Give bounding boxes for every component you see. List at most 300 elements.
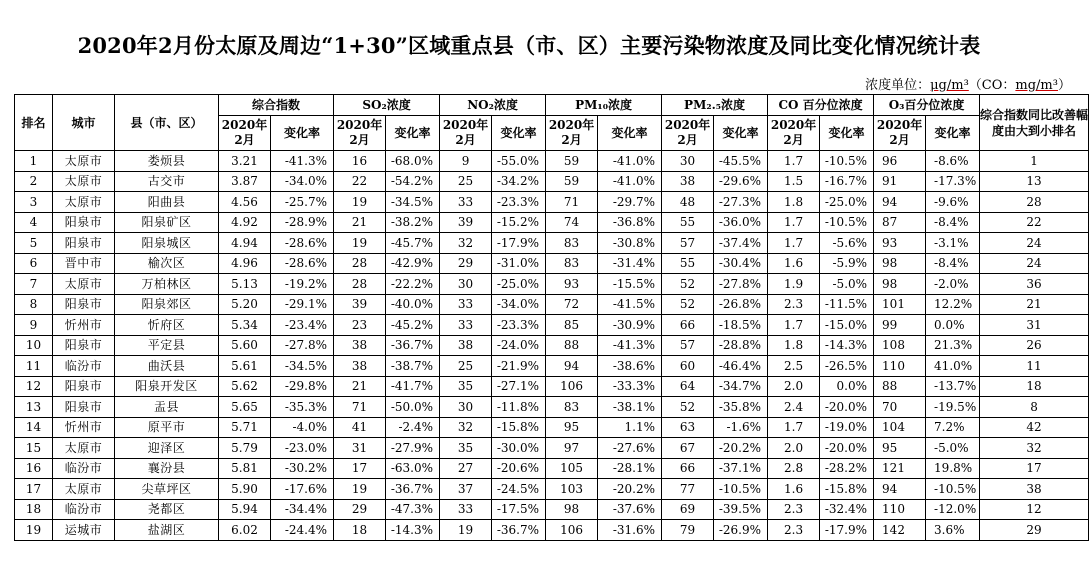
cell-county: 尧都区 bbox=[115, 499, 219, 520]
cell-city: 阳泉市 bbox=[53, 397, 115, 418]
cell-pm25-change: -29.6% bbox=[714, 171, 768, 192]
cell-rank: 16 bbox=[15, 458, 53, 479]
cell-composite: 5.13 bbox=[219, 274, 271, 295]
cell-co: 1.7 bbox=[768, 151, 820, 172]
cell-pm25-change: -27.3% bbox=[714, 192, 768, 213]
unit-mgm3: mg/m³ bbox=[1015, 78, 1058, 93]
cell-so2: 16 bbox=[334, 151, 386, 172]
cell-pm25-change: -1.6% bbox=[714, 417, 768, 438]
cell-county: 万柏林区 bbox=[115, 274, 219, 295]
cell-composite-change: -28.6% bbox=[271, 233, 334, 254]
cell-so2-change: -38.2% bbox=[386, 212, 440, 233]
cell-no2-change: -15.2% bbox=[492, 212, 546, 233]
cell-co: 2.0 bbox=[768, 376, 820, 397]
cell-composite: 4.96 bbox=[219, 253, 271, 274]
cell-pm25-change: -10.5% bbox=[714, 479, 768, 500]
cell-rank: 15 bbox=[15, 438, 53, 459]
cell-o3: 121 bbox=[874, 458, 926, 479]
cell-city: 临汾市 bbox=[53, 458, 115, 479]
cell-pm10-change: -38.6% bbox=[598, 356, 662, 377]
cell-no2-change: -15.8% bbox=[492, 417, 546, 438]
header-rank: 排名 bbox=[15, 95, 53, 151]
cell-no2: 29 bbox=[440, 253, 492, 274]
cell-pm10-change: -37.6% bbox=[598, 499, 662, 520]
cell-composite: 5.20 bbox=[219, 294, 271, 315]
cell-so2: 22 bbox=[334, 171, 386, 192]
cell-o3-change: -8.4% bbox=[926, 253, 980, 274]
cell-pm10: 103 bbox=[546, 479, 598, 500]
cell-composite: 5.90 bbox=[219, 479, 271, 500]
subheader-period: 2020年2月 bbox=[440, 116, 492, 151]
cell-rank: 6 bbox=[15, 253, 53, 274]
cell-pm25-change: -26.8% bbox=[714, 294, 768, 315]
cell-no2-change: -11.8% bbox=[492, 397, 546, 418]
cell-city: 太原市 bbox=[53, 151, 115, 172]
cell-composite-change: -34.0% bbox=[271, 171, 334, 192]
cell-rank-change: 12 bbox=[980, 499, 1089, 520]
cell-rank-change: 24 bbox=[980, 233, 1089, 254]
cell-composite-change: -24.4% bbox=[271, 520, 334, 541]
header-pm25: PM₂.₅浓度 bbox=[662, 95, 768, 116]
cell-composite-change: -35.3% bbox=[271, 397, 334, 418]
cell-no2: 33 bbox=[440, 315, 492, 336]
cell-co-change: -14.3% bbox=[820, 335, 874, 356]
cell-rank-change: 21 bbox=[980, 294, 1089, 315]
cell-o3-change: 3.6% bbox=[926, 520, 980, 541]
cell-composite: 3.87 bbox=[219, 171, 271, 192]
cell-pm25-change: -37.4% bbox=[714, 233, 768, 254]
cell-co-change: -11.5% bbox=[820, 294, 874, 315]
cell-city: 临汾市 bbox=[53, 356, 115, 377]
cell-o3-change: 41.0% bbox=[926, 356, 980, 377]
cell-county: 平定县 bbox=[115, 335, 219, 356]
cell-so2-change: -40.0% bbox=[386, 294, 440, 315]
cell-o3-change: -12.0% bbox=[926, 499, 980, 520]
cell-pm10: 71 bbox=[546, 192, 598, 213]
cell-so2: 21 bbox=[334, 376, 386, 397]
header-no2: NO₂浓度 bbox=[440, 95, 546, 116]
cell-county: 盂县 bbox=[115, 397, 219, 418]
cell-co: 2.0 bbox=[768, 438, 820, 459]
table-row bbox=[15, 397, 1089, 418]
cell-county: 古交市 bbox=[115, 171, 219, 192]
subheader-change: 变化率 bbox=[926, 116, 980, 151]
cell-pm10: 93 bbox=[546, 274, 598, 295]
subheader-period: 2020年2月 bbox=[219, 116, 271, 151]
cell-so2-change: -45.7% bbox=[386, 233, 440, 254]
cell-composite: 6.02 bbox=[219, 520, 271, 541]
cell-pm25: 52 bbox=[662, 294, 714, 315]
cell-composite: 4.56 bbox=[219, 192, 271, 213]
cell-pm10-change: -41.3% bbox=[598, 335, 662, 356]
cell-city: 太原市 bbox=[53, 192, 115, 213]
table-row bbox=[15, 151, 1089, 172]
cell-composite-change: -30.2% bbox=[271, 458, 334, 479]
cell-so2: 21 bbox=[334, 212, 386, 233]
cell-county: 迎泽区 bbox=[115, 438, 219, 459]
cell-so2-change: -36.7% bbox=[386, 335, 440, 356]
cell-o3: 94 bbox=[874, 479, 926, 500]
cell-co-change: -28.2% bbox=[820, 458, 874, 479]
cell-no2: 39 bbox=[440, 212, 492, 233]
cell-co-change: -15.0% bbox=[820, 315, 874, 336]
cell-so2: 38 bbox=[334, 335, 386, 356]
cell-so2-change: -47.3% bbox=[386, 499, 440, 520]
cell-o3: 108 bbox=[874, 335, 926, 356]
cell-co: 2.3 bbox=[768, 499, 820, 520]
cell-composite-change: -29.8% bbox=[271, 376, 334, 397]
table-row bbox=[15, 417, 1089, 438]
cell-pm25: 63 bbox=[662, 417, 714, 438]
cell-composite: 5.61 bbox=[219, 356, 271, 377]
cell-o3: 101 bbox=[874, 294, 926, 315]
cell-composite: 5.34 bbox=[219, 315, 271, 336]
cell-co-change: -10.5% bbox=[820, 151, 874, 172]
cell-so2: 31 bbox=[334, 438, 386, 459]
cell-city: 阳泉市 bbox=[53, 212, 115, 233]
cell-o3-change: 21.3% bbox=[926, 335, 980, 356]
cell-composite: 5.60 bbox=[219, 335, 271, 356]
cell-co: 1.8 bbox=[768, 335, 820, 356]
cell-o3: 70 bbox=[874, 397, 926, 418]
unit-prefix: 浓度单位： bbox=[865, 78, 931, 93]
cell-no2-change: -34.0% bbox=[492, 294, 546, 315]
cell-pm10-change: -20.2% bbox=[598, 479, 662, 500]
cell-pm25-change: -27.8% bbox=[714, 274, 768, 295]
cell-pm10-change: -36.8% bbox=[598, 212, 662, 233]
cell-pm10: 88 bbox=[546, 335, 598, 356]
cell-city: 太原市 bbox=[53, 438, 115, 459]
cell-city: 太原市 bbox=[53, 479, 115, 500]
cell-o3: 99 bbox=[874, 315, 926, 336]
cell-composite-change: -17.6% bbox=[271, 479, 334, 500]
cell-pm10: 106 bbox=[546, 376, 598, 397]
cell-no2-change: -27.1% bbox=[492, 376, 546, 397]
cell-city: 运城市 bbox=[53, 520, 115, 541]
header-composite: 综合指数 bbox=[219, 95, 334, 116]
cell-o3-change: 12.2% bbox=[926, 294, 980, 315]
table-row bbox=[15, 520, 1089, 541]
cell-co: 1.5 bbox=[768, 171, 820, 192]
cell-no2: 38 bbox=[440, 335, 492, 356]
cell-pm25-change: -20.2% bbox=[714, 438, 768, 459]
subheader-change: 变化率 bbox=[714, 116, 768, 151]
cell-pm25: 55 bbox=[662, 253, 714, 274]
cell-pm10-change: -31.6% bbox=[598, 520, 662, 541]
cell-composite: 5.81 bbox=[219, 458, 271, 479]
cell-city: 阳泉市 bbox=[53, 233, 115, 254]
cell-county: 忻府区 bbox=[115, 315, 219, 336]
cell-pm10-change: -27.6% bbox=[598, 438, 662, 459]
cell-composite: 5.94 bbox=[219, 499, 271, 520]
unit-note bbox=[865, 74, 1071, 93]
cell-pm25: 67 bbox=[662, 438, 714, 459]
cell-rank: 10 bbox=[15, 335, 53, 356]
cell-rank: 5 bbox=[15, 233, 53, 254]
table-row bbox=[15, 438, 1089, 459]
cell-so2-change: -2.4% bbox=[386, 417, 440, 438]
cell-o3: 96 bbox=[874, 151, 926, 172]
cell-o3: 88 bbox=[874, 376, 926, 397]
subheader-period: 2020年2月 bbox=[334, 116, 386, 151]
cell-o3: 110 bbox=[874, 499, 926, 520]
cell-composite-change: -27.8% bbox=[271, 335, 334, 356]
cell-pm10: 59 bbox=[546, 151, 598, 172]
cell-no2-change: -23.3% bbox=[492, 315, 546, 336]
cell-co: 1.6 bbox=[768, 253, 820, 274]
header-co: CO 百分位浓度 bbox=[768, 95, 874, 116]
cell-county: 尖草坪区 bbox=[115, 479, 219, 500]
cell-rank-change: 29 bbox=[980, 520, 1089, 541]
table-row bbox=[15, 335, 1089, 356]
cell-composite: 4.92 bbox=[219, 212, 271, 233]
cell-composite: 5.79 bbox=[219, 438, 271, 459]
cell-pm10: 98 bbox=[546, 499, 598, 520]
cell-co: 1.6 bbox=[768, 479, 820, 500]
cell-no2: 35 bbox=[440, 376, 492, 397]
cell-o3: 87 bbox=[874, 212, 926, 233]
table-row bbox=[15, 458, 1089, 479]
cell-o3-change: -10.5% bbox=[926, 479, 980, 500]
cell-rank-change: 22 bbox=[980, 212, 1089, 233]
cell-pm25: 60 bbox=[662, 356, 714, 377]
cell-o3: 104 bbox=[874, 417, 926, 438]
cell-rank: 1 bbox=[15, 151, 53, 172]
cell-pm10: 95 bbox=[546, 417, 598, 438]
cell-no2: 32 bbox=[440, 417, 492, 438]
cell-co: 1.7 bbox=[768, 212, 820, 233]
cell-county: 阳泉郊区 bbox=[115, 294, 219, 315]
cell-pm10: 83 bbox=[546, 253, 598, 274]
cell-pm10: 83 bbox=[546, 233, 598, 254]
cell-rank-change: 26 bbox=[980, 335, 1089, 356]
cell-rank-change: 8 bbox=[980, 397, 1089, 418]
cell-composite: 5.71 bbox=[219, 417, 271, 438]
cell-co: 1.8 bbox=[768, 192, 820, 213]
cell-no2-change: -17.9% bbox=[492, 233, 546, 254]
cell-pm25: 69 bbox=[662, 499, 714, 520]
cell-pm10: 97 bbox=[546, 438, 598, 459]
cell-co-change: -32.4% bbox=[820, 499, 874, 520]
cell-rank: 3 bbox=[15, 192, 53, 213]
cell-so2: 19 bbox=[334, 479, 386, 500]
cell-pm10: 83 bbox=[546, 397, 598, 418]
cell-no2: 32 bbox=[440, 233, 492, 254]
cell-o3: 91 bbox=[874, 171, 926, 192]
cell-pm10-change: -28.1% bbox=[598, 458, 662, 479]
cell-no2: 25 bbox=[440, 356, 492, 377]
cell-co: 1.9 bbox=[768, 274, 820, 295]
cell-rank: 7 bbox=[15, 274, 53, 295]
cell-composite: 4.94 bbox=[219, 233, 271, 254]
cell-composite-change: -25.7% bbox=[271, 192, 334, 213]
cell-county: 阳泉矿区 bbox=[115, 212, 219, 233]
cell-pm25-change: -34.7% bbox=[714, 376, 768, 397]
cell-co-change: -16.7% bbox=[820, 171, 874, 192]
cell-pm10-change: -29.7% bbox=[598, 192, 662, 213]
cell-rank: 13 bbox=[15, 397, 53, 418]
cell-pm10-change: 1.1% bbox=[598, 417, 662, 438]
subheader-change: 变化率 bbox=[492, 116, 546, 151]
cell-rank: 18 bbox=[15, 499, 53, 520]
cell-city: 太原市 bbox=[53, 274, 115, 295]
cell-no2-change: -24.0% bbox=[492, 335, 546, 356]
cell-so2-change: -50.0% bbox=[386, 397, 440, 418]
cell-pm10-change: -41.0% bbox=[598, 151, 662, 172]
cell-rank-change: 31 bbox=[980, 315, 1089, 336]
cell-no2-change: -23.3% bbox=[492, 192, 546, 213]
cell-city: 太原市 bbox=[53, 171, 115, 192]
cell-pm10-change: -30.9% bbox=[598, 315, 662, 336]
cell-composite-change: -41.3% bbox=[271, 151, 334, 172]
cell-rank-change: 1 bbox=[980, 151, 1089, 172]
cell-rank: 8 bbox=[15, 294, 53, 315]
cell-rank-change: 13 bbox=[980, 171, 1089, 192]
cell-o3-change: -19.5% bbox=[926, 397, 980, 418]
cell-rank-change: 11 bbox=[980, 356, 1089, 377]
cell-co: 1.7 bbox=[768, 233, 820, 254]
cell-pm10: 105 bbox=[546, 458, 598, 479]
cell-pm10-change: -33.3% bbox=[598, 376, 662, 397]
cell-so2-change: -14.3% bbox=[386, 520, 440, 541]
cell-co-change: -5.6% bbox=[820, 233, 874, 254]
cell-rank-change: 24 bbox=[980, 253, 1089, 274]
cell-o3: 110 bbox=[874, 356, 926, 377]
header-pm10: PM₁₀浓度 bbox=[546, 95, 662, 116]
cell-so2-change: -22.2% bbox=[386, 274, 440, 295]
cell-composite-change: -34.5% bbox=[271, 356, 334, 377]
cell-co-change: -17.9% bbox=[820, 520, 874, 541]
pollution-stats-table bbox=[14, 94, 1089, 541]
header-so2: SO₂浓度 bbox=[334, 95, 440, 116]
table-row bbox=[15, 233, 1089, 254]
cell-o3-change: 7.2% bbox=[926, 417, 980, 438]
cell-city: 阳泉市 bbox=[53, 335, 115, 356]
cell-rank: 17 bbox=[15, 479, 53, 500]
table-row bbox=[15, 171, 1089, 192]
cell-no2: 33 bbox=[440, 294, 492, 315]
cell-pm25: 52 bbox=[662, 397, 714, 418]
cell-pm25: 30 bbox=[662, 151, 714, 172]
cell-no2: 25 bbox=[440, 171, 492, 192]
cell-county: 阳泉城区 bbox=[115, 233, 219, 254]
cell-co-change: -5.0% bbox=[820, 274, 874, 295]
table-row bbox=[15, 294, 1089, 315]
cell-pm25: 66 bbox=[662, 315, 714, 336]
cell-co-change: -5.9% bbox=[820, 253, 874, 274]
subheader-change: 变化率 bbox=[271, 116, 334, 151]
cell-o3-change: 19.8% bbox=[926, 458, 980, 479]
cell-rank: 19 bbox=[15, 520, 53, 541]
cell-rank: 12 bbox=[15, 376, 53, 397]
cell-co-change: 0.0% bbox=[820, 376, 874, 397]
cell-pm25: 57 bbox=[662, 233, 714, 254]
cell-co-change: -20.0% bbox=[820, 397, 874, 418]
subheader-change: 变化率 bbox=[820, 116, 874, 151]
table-row bbox=[15, 192, 1089, 213]
cell-so2: 71 bbox=[334, 397, 386, 418]
cell-o3-change: -3.1% bbox=[926, 233, 980, 254]
table-row bbox=[15, 499, 1089, 520]
cell-rank-change: 36 bbox=[980, 274, 1089, 295]
cell-co: 2.3 bbox=[768, 294, 820, 315]
cell-county: 襄汾县 bbox=[115, 458, 219, 479]
cell-rank: 11 bbox=[15, 356, 53, 377]
cell-so2-change: -54.2% bbox=[386, 171, 440, 192]
subheader-period: 2020年2月 bbox=[768, 116, 820, 151]
cell-composite-change: -28.9% bbox=[271, 212, 334, 233]
cell-no2-change: -36.7% bbox=[492, 520, 546, 541]
subheader-period: 2020年2月 bbox=[874, 116, 926, 151]
table-body bbox=[15, 151, 1089, 541]
cell-so2: 38 bbox=[334, 356, 386, 377]
cell-composite-change: -23.0% bbox=[271, 438, 334, 459]
cell-rank-change: 17 bbox=[980, 458, 1089, 479]
cell-so2-change: -42.9% bbox=[386, 253, 440, 274]
cell-pm25: 79 bbox=[662, 520, 714, 541]
cell-no2: 9 bbox=[440, 151, 492, 172]
cell-so2: 29 bbox=[334, 499, 386, 520]
cell-pm25: 48 bbox=[662, 192, 714, 213]
cell-so2-change: -68.0% bbox=[386, 151, 440, 172]
unit-suffix: ） bbox=[1057, 78, 1071, 93]
cell-o3-change: -9.6% bbox=[926, 192, 980, 213]
cell-pm10-change: -15.5% bbox=[598, 274, 662, 295]
cell-pm25: 52 bbox=[662, 274, 714, 295]
cell-no2-change: -31.0% bbox=[492, 253, 546, 274]
cell-so2: 23 bbox=[334, 315, 386, 336]
cell-city: 晋中市 bbox=[53, 253, 115, 274]
cell-co-change: -19.0% bbox=[820, 417, 874, 438]
cell-so2-change: -63.0% bbox=[386, 458, 440, 479]
cell-co-change: -20.0% bbox=[820, 438, 874, 459]
cell-no2-change: -25.0% bbox=[492, 274, 546, 295]
cell-co: 2.3 bbox=[768, 520, 820, 541]
subheader-period: 2020年2月 bbox=[546, 116, 598, 151]
cell-so2-change: -41.7% bbox=[386, 376, 440, 397]
header-city: 城市 bbox=[53, 95, 115, 151]
cell-no2: 33 bbox=[440, 192, 492, 213]
cell-so2: 17 bbox=[334, 458, 386, 479]
cell-pm25-change: -36.0% bbox=[714, 212, 768, 233]
cell-so2: 19 bbox=[334, 192, 386, 213]
cell-pm10: 85 bbox=[546, 315, 598, 336]
cell-o3-change: -8.4% bbox=[926, 212, 980, 233]
cell-pm25-change: -45.5% bbox=[714, 151, 768, 172]
cell-county: 娄烦县 bbox=[115, 151, 219, 172]
cell-o3-change: -13.7% bbox=[926, 376, 980, 397]
table-row bbox=[15, 479, 1089, 500]
cell-co-change: -15.8% bbox=[820, 479, 874, 500]
cell-no2: 30 bbox=[440, 397, 492, 418]
cell-o3: 93 bbox=[874, 233, 926, 254]
cell-co-change: -25.0% bbox=[820, 192, 874, 213]
cell-pm25-change: -18.5% bbox=[714, 315, 768, 336]
cell-so2-change: -27.9% bbox=[386, 438, 440, 459]
cell-co: 1.7 bbox=[768, 417, 820, 438]
cell-so2-change: -38.7% bbox=[386, 356, 440, 377]
header-county: 县（市、区） bbox=[115, 95, 219, 151]
cell-o3-change: -2.0% bbox=[926, 274, 980, 295]
cell-o3-change: -5.0% bbox=[926, 438, 980, 459]
cell-composite: 3.21 bbox=[219, 151, 271, 172]
cell-composite: 5.65 bbox=[219, 397, 271, 418]
unit-ugm3: μg/m³ bbox=[930, 78, 969, 93]
cell-so2-change: -36.7% bbox=[386, 479, 440, 500]
cell-pm10: 106 bbox=[546, 520, 598, 541]
cell-rank: 14 bbox=[15, 417, 53, 438]
unit-mid: （CO： bbox=[968, 78, 1016, 93]
